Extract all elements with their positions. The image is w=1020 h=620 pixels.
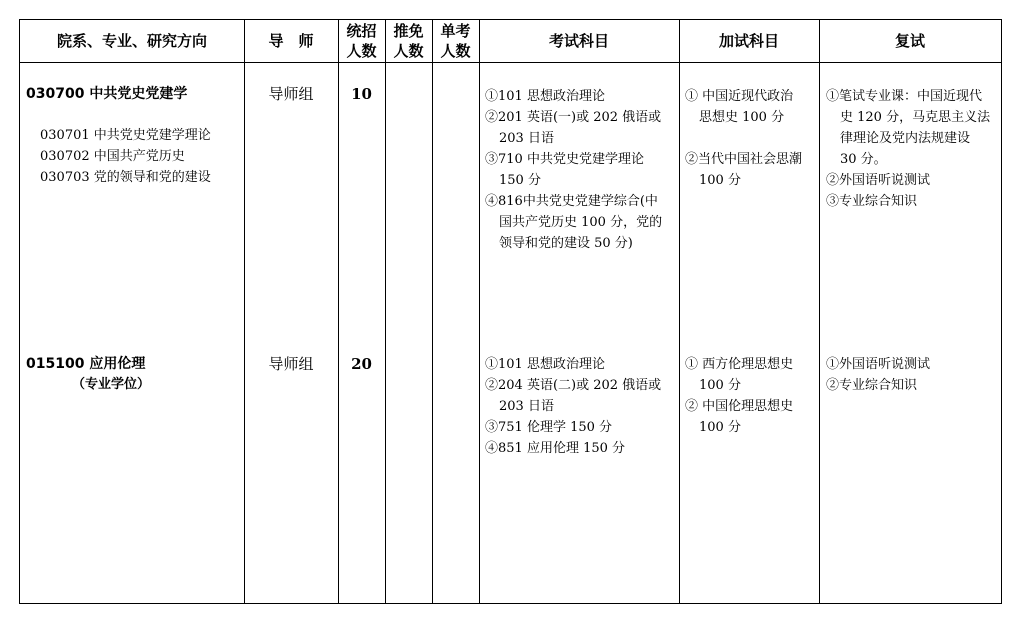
header-exam [479,20,679,62]
extra-line: ① 中国近现代政治 [685,89,794,104]
column-divider [432,20,433,603]
header-advisor-label: 导 师 [268,32,314,50]
header-single-line1: 单考 [440,22,471,40]
extra-line: 思想史 100 分 [699,110,785,125]
exam-line: 国共产党历史 100 分，党的 [499,215,663,230]
header-recommend-line1: 推免 [393,22,424,40]
header-recommend [385,20,432,62]
column-divider [244,20,245,603]
major-title: 030700 中共党史党建学 [26,86,188,102]
advisor-value: 导师组 [268,355,314,373]
exam-line: 领导和党的建设 50 分) [499,236,633,251]
quota-value: 10 [351,85,372,103]
header-dept [20,20,244,62]
exam-line: ②204 英语(二)或 202 俄语或 [485,378,662,393]
header-exam-label: 考试科目 [548,32,609,50]
header-quota-line2: 人数 [346,42,377,60]
exam-line: ①101 思想政治理论 [485,89,605,104]
advisor-cell [244,353,338,375]
exam-line: 150 分 [499,173,541,188]
advisor-cell [244,83,338,105]
exam-line: 203 日语 [499,399,554,414]
retest-line: 律理论及党内法规建设 [840,131,971,146]
exam-cell [485,86,675,254]
exam-cell [485,354,675,459]
table-row-major-2 [26,353,240,395]
retest-line: ①笔试专业课：中国近现代 [826,89,983,104]
admission-table [19,19,1002,604]
direction-item: 030701 中共党史党建学理论 [40,128,211,143]
extra-line: 100 分 [699,173,741,188]
retest-line: ③专业综合知识 [826,194,918,209]
retest-line: ②外国语听说测试 [826,173,931,188]
retest-line: 30 分。 [840,152,887,167]
retest-line: ②专业综合知识 [826,378,918,393]
quota-value: 20 [351,355,372,373]
table-row-major-1 [26,83,240,188]
exam-line: ③710 中共党史党建学理论 [485,152,644,167]
extra-line [685,128,817,149]
advisor-value: 导师组 [268,85,314,103]
header-dept-label: 院系、专业、研究方向 [56,32,207,50]
header-extra-label: 加试科目 [718,32,779,50]
header-retest [819,20,1001,62]
column-divider [679,20,680,603]
direction-item: 030702 中国共产党历史 [40,149,185,164]
extra-line: ① 西方伦理思想史 [685,357,794,372]
retest-cell [826,86,1002,212]
exam-line: 203 日语 [499,131,554,146]
header-recommend-line2: 人数 [393,42,424,60]
header-quota [338,20,385,62]
header-quota-line1: 统招 [346,22,377,40]
column-divider [819,20,820,603]
degree-type-label: （专业学位） [72,377,151,392]
major-title: 015100 应用伦理 [26,356,146,372]
header-divider [20,62,1001,63]
exam-line: ③751 伦理学 150 分 [485,420,613,435]
header-extra [679,20,819,62]
quota-cell [338,83,385,105]
retest-line: 史 120 分，马克思主义法 [840,110,991,125]
extra-line: 100 分 [699,378,741,393]
extra-line: ② 中国伦理思想史 [685,399,794,414]
header-single [432,20,479,62]
quota-cell [338,353,385,375]
exam-line: ④851 应用伦理 150 分 [485,441,626,456]
extra-line: ②当代中国社会思潮 [685,152,803,167]
exam-line: ④816中共党史党建学综合(中 [485,194,658,209]
extra-cell [685,354,817,438]
retest-line: ①外国语听说测试 [826,357,931,372]
exam-line: ②201 英语(一)或 202 俄语或 [485,110,662,125]
header-retest-label: 复试 [894,32,925,50]
direction-item: 030703 党的领导和党的建设 [40,170,211,185]
column-divider [338,20,339,603]
header-advisor [244,20,338,62]
retest-cell [826,354,1002,396]
header-single-line2: 人数 [440,42,471,60]
column-divider [385,20,386,603]
column-divider [479,20,480,603]
exam-line: ①101 思想政治理论 [485,357,605,372]
extra-line: 100 分 [699,420,741,435]
extra-cell [685,86,817,191]
